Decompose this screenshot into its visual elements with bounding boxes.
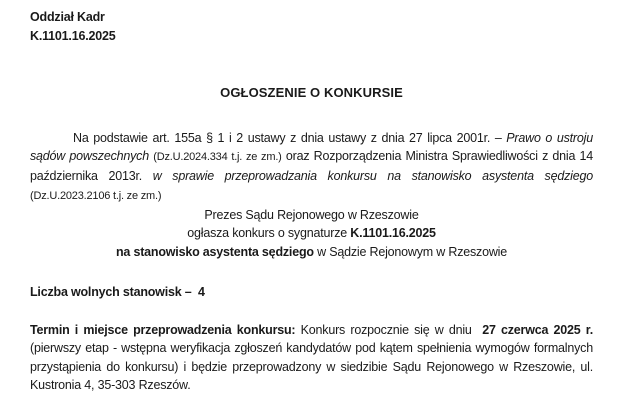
term-heading: Termin i miejsce przeprowadzenia konkursu: bbox=[30, 322, 296, 337]
legal-basis-paragraph bbox=[30, 129, 593, 206]
term-paragraph bbox=[30, 321, 593, 395]
case-number: K.1101.16.2025 bbox=[30, 28, 116, 43]
announcement-signature-prefix: ogłasza konkurs o sygnaturze bbox=[187, 226, 351, 240]
vacancies-line: Liczba wolnych stanowisk – 4 bbox=[30, 285, 205, 299]
announcement-line-position bbox=[30, 243, 593, 262]
announcement-position-rest: w Sądzie Rejonowym w Rzeszowie bbox=[313, 244, 508, 259]
term-run-1: Konkurs rozpocznie się w dniu bbox=[295, 322, 483, 337]
page-title: OGŁOSZENIE O KONKURSIE bbox=[220, 85, 403, 100]
legal-basis-regulation-title: w sprawie przeprowadzania konkursu na stanowisko asystenta sędziego bbox=[152, 168, 593, 183]
legal-basis-act-title: Prawo o ustroju sądów powszechnych bbox=[30, 130, 593, 163]
legal-basis-journal-ref-2: (Dz.U.2023.2106 t.j. ze zm.) bbox=[30, 190, 162, 202]
term-run-2: (pierwszy etap - wstępna weryfikacja zgłoszeń kandydatów pod kątem spełnienia wymogów formalnych przystąpienia do konkursu) i będzie przeprowadzony w siedzibie Sądu Rejonowego w Rzeszowie, ul. Kustronia 4, 35-303 Rzeszów. bbox=[30, 341, 593, 392]
announcement-position-bold: na stanowisko asystenta sędziego bbox=[115, 244, 314, 259]
document-header bbox=[30, 8, 593, 45]
term-date: 27 czerwca 2025 r. bbox=[482, 322, 594, 337]
department-label: Oddział Kadr bbox=[30, 10, 105, 24]
announcement-signature-number: K.1101.16.2025 bbox=[350, 226, 436, 240]
legal-basis-journal-ref-1: (Dz.U.2024.334 t.j. ze zm.) bbox=[153, 151, 282, 163]
announcement-line-signature bbox=[30, 224, 593, 243]
legal-basis-run-1: Na podstawie art. 155a § 1 i 2 ustawy z dnia ustawy z dnia 27 lipca 2001r. – bbox=[73, 130, 507, 145]
announcement-line-issuer: Prezes Sądu Rejonowego w Rzeszowie bbox=[204, 207, 419, 222]
legal-basis-run-2: oraz Rozporządzenia Ministra Sprawiedliwości z dnia 14 października 2013r. bbox=[30, 149, 593, 183]
